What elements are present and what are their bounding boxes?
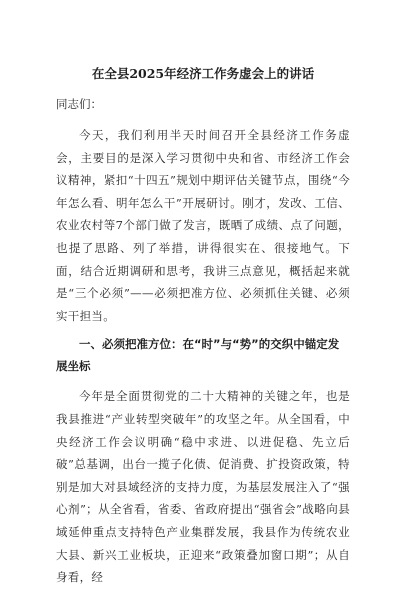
document-title: 在全县2025年经济工作务虚会上的讲话 (91, 66, 315, 81)
section-1-paragraph: 今年是全面贯彻党的二十大精神的关键之年，也是我县推进“产业转型突破年”的攻坚之年。从全国看，中央经济工作会议明确“稳中求进、以进促稳、先立后破”总基调，出台一揽子化债、促消费、扩投资政策，特别是加大对县域经济的支持力度，为基层发展注入了“强心剂”；从全省看，省委、省政府提出“强省会”战略向县域延伸重点支持特色产业集群发展，我县作为传统农业大县、新兴工业板块，正迎来“政策叠加窗口期”；从自身看，经 (56, 389, 350, 585)
intro-paragraph: 今天，我们利用半天时间召开全县经济工作务虚会，主要目的是深入学习贯彻中央和省、市经济工作会议精神，紧扣“十四五”规划中期评估关键节点，围绕“今年怎么看、明年怎么干”开展研讨。刚才，发改、工信、农业农村等7个部门做了发言，既晒了成绩、点了问题，也提了思路、列了举措，讲得很实在、很接地气。下面，结合近期调研和思考，我讲三点意见，概括起来就是“三个必须”——必须把准方位、必须抓住关键、必须实干担当。 (56, 128, 350, 323)
section-heading-1: 一、必须把准方位：在“时”与“势”的交织中锚定发展坐标 (56, 337, 340, 374)
greeting: 同志们： (56, 97, 102, 111)
